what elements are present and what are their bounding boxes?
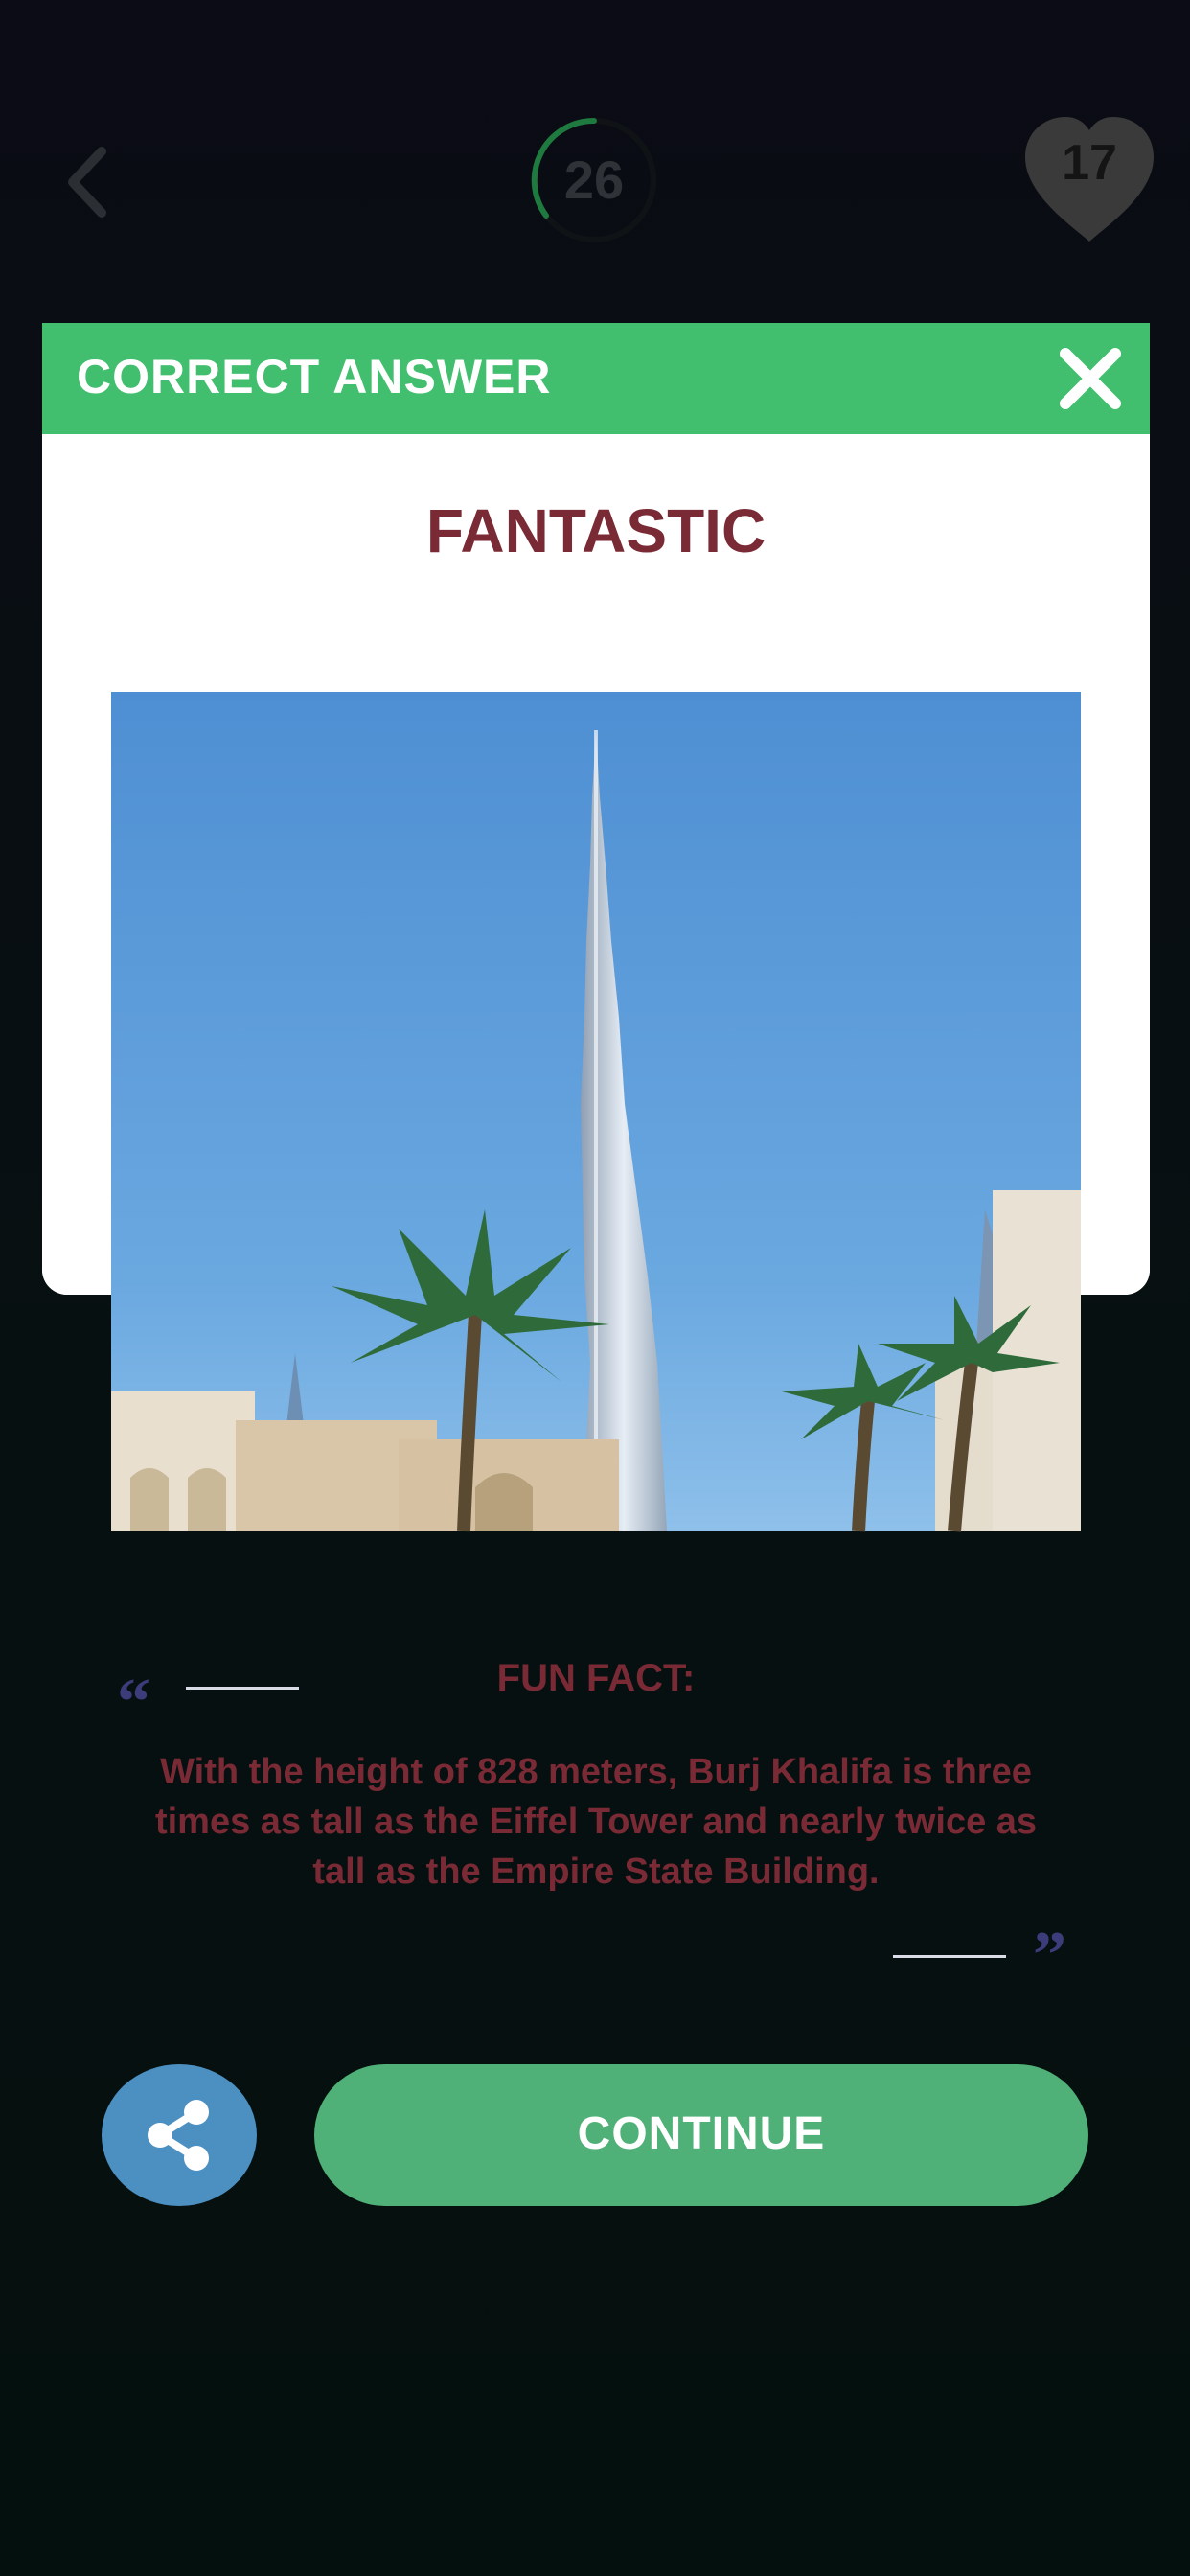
open-quote-mark: “ — [117, 1666, 150, 1739]
share-icon — [141, 2097, 217, 2174]
tower-image — [111, 692, 1081, 1531]
close-icon — [1056, 344, 1125, 413]
lives-counter — [1018, 113, 1161, 247]
landmark-photo — [111, 692, 1081, 1531]
timer-value: 26 — [563, 150, 625, 210]
timer — [527, 113, 661, 247]
quote-divider-right — [893, 1955, 1006, 1958]
continue-button[interactable]: CONTINUE — [314, 2064, 1088, 2206]
fun-fact-text: With the height of 828 meters, Burj Khalifa is three times as tall as the Eiffel Tower and nearly twice as tall as the Empire State Building. — [154, 1752, 1038, 1892]
chevron-left-icon — [59, 144, 117, 220]
close-button[interactable] — [1056, 344, 1125, 413]
fun-fact-label: FUN FACT: — [496, 1657, 696, 1699]
modal-title: CORRECT ANSWER — [77, 350, 552, 403]
share-button[interactable] — [102, 2064, 257, 2206]
modal-header — [42, 323, 1150, 434]
back-button[interactable] — [59, 144, 117, 220]
lives-count: 17 — [1062, 135, 1117, 191]
result-headline: FANTASTIC — [425, 496, 767, 565]
result-card — [42, 323, 1150, 2159]
close-quote-mark: ” — [1033, 1919, 1066, 1992]
